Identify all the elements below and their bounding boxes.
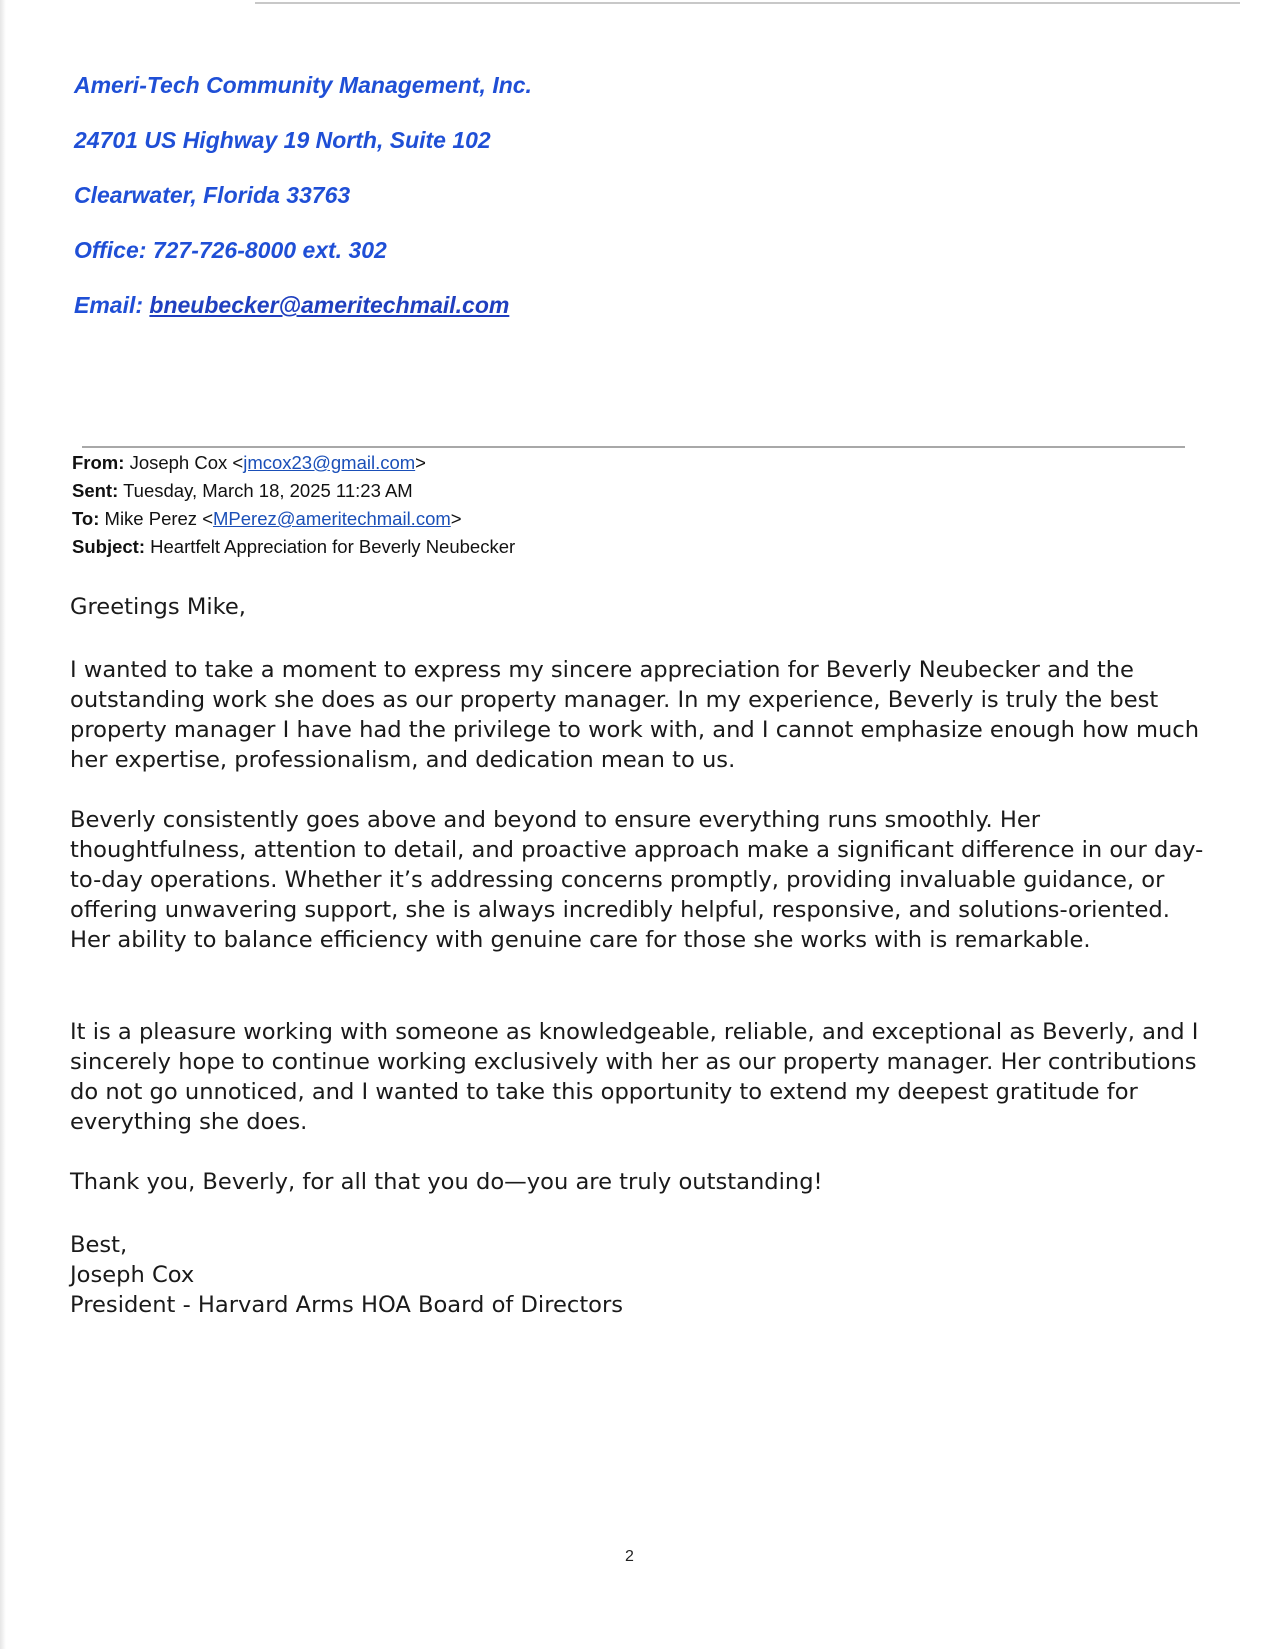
paragraph-4: Thank you, Beverly, for all that you do—you are truly outstanding! (70, 1169, 823, 1195)
closing: Best, (70, 1232, 128, 1258)
address-line-2: Clearwater, Florida 33763 (74, 182, 351, 208)
from-close: > (415, 452, 426, 473)
from-line (72, 452, 426, 474)
sent-label: Sent: (72, 480, 119, 501)
header-divider (82, 446, 1185, 448)
from-email-link[interactable]: jmcox23@gmail.com (243, 452, 416, 473)
page-number: 2 (625, 1548, 634, 1565)
scan-edge-shadow (0, 0, 6, 1649)
from-label: From: (72, 452, 125, 473)
email-line (74, 292, 509, 319)
signer-title: President - Harvard Arms HOA Board of Directors (70, 1292, 624, 1318)
top-rule (255, 2, 1240, 4)
to-label: To: (72, 508, 100, 529)
subject-line (72, 536, 515, 558)
office-phone: Office: 727-726-8000 ext. 302 (74, 237, 387, 263)
company-name: Ameri-Tech Community Management, Inc. (74, 72, 532, 98)
sent-value: Tuesday, March 18, 2025 11:23 AM (123, 480, 413, 501)
subject-value: Heartfelt Appreciation for Beverly Neubecker (150, 536, 516, 557)
paragraph-2: Beverly consistently goes above and beyond to ensure everything runs smoothly. Her thoughtfulness, attention to detail, and proactive approach make a significant difference in our day-to-day operations. Whether it’s addressing concerns promptly, providing invaluable guidance, or offering unwavering support, she is always incredibly helpful, responsive, and solutions-oriented. Her ability to balance efficiency with genuine care for those she works with is remarkable. (70, 807, 1204, 953)
address-line-1: 24701 US Highway 19 North, Suite 102 (74, 127, 491, 153)
subject-label: Subject: (72, 536, 145, 557)
paragraph-3: It is a pleasure working with someone as knowledgeable, reliable, and exceptional as Beverly, and I sincerely hope to continue working exclusively with her as our property manager. Her contributions do not go unnoticed, and I wanted to take this opportunity to extend my deepest gratitude for everything she does. (70, 1019, 1199, 1135)
paragraph-1: I wanted to take a moment to express my sincere appreciation for Beverly Neubecker and the outstanding work she does as our property manager. In my experience, Beverly is truly the best property manager I have had the privilege to work with, and I cannot emphasize enough how much her expertise, professionalism, and dedication mean to us. (70, 657, 1200, 773)
to-name: Mike Perez < (104, 508, 214, 529)
from-name: Joseph Cox < (129, 452, 244, 473)
email-link[interactable]: bneubecker@ameritechmail.com (149, 292, 510, 318)
signer-name: Joseph Cox (70, 1262, 195, 1288)
sent-line (72, 480, 413, 502)
to-line (72, 508, 462, 530)
to-email-link[interactable]: MPerez@ameritechmail.com (213, 508, 451, 529)
greeting: Greetings Mike, (70, 594, 246, 620)
email-label: Email: (74, 292, 144, 318)
to-close: > (450, 508, 462, 529)
